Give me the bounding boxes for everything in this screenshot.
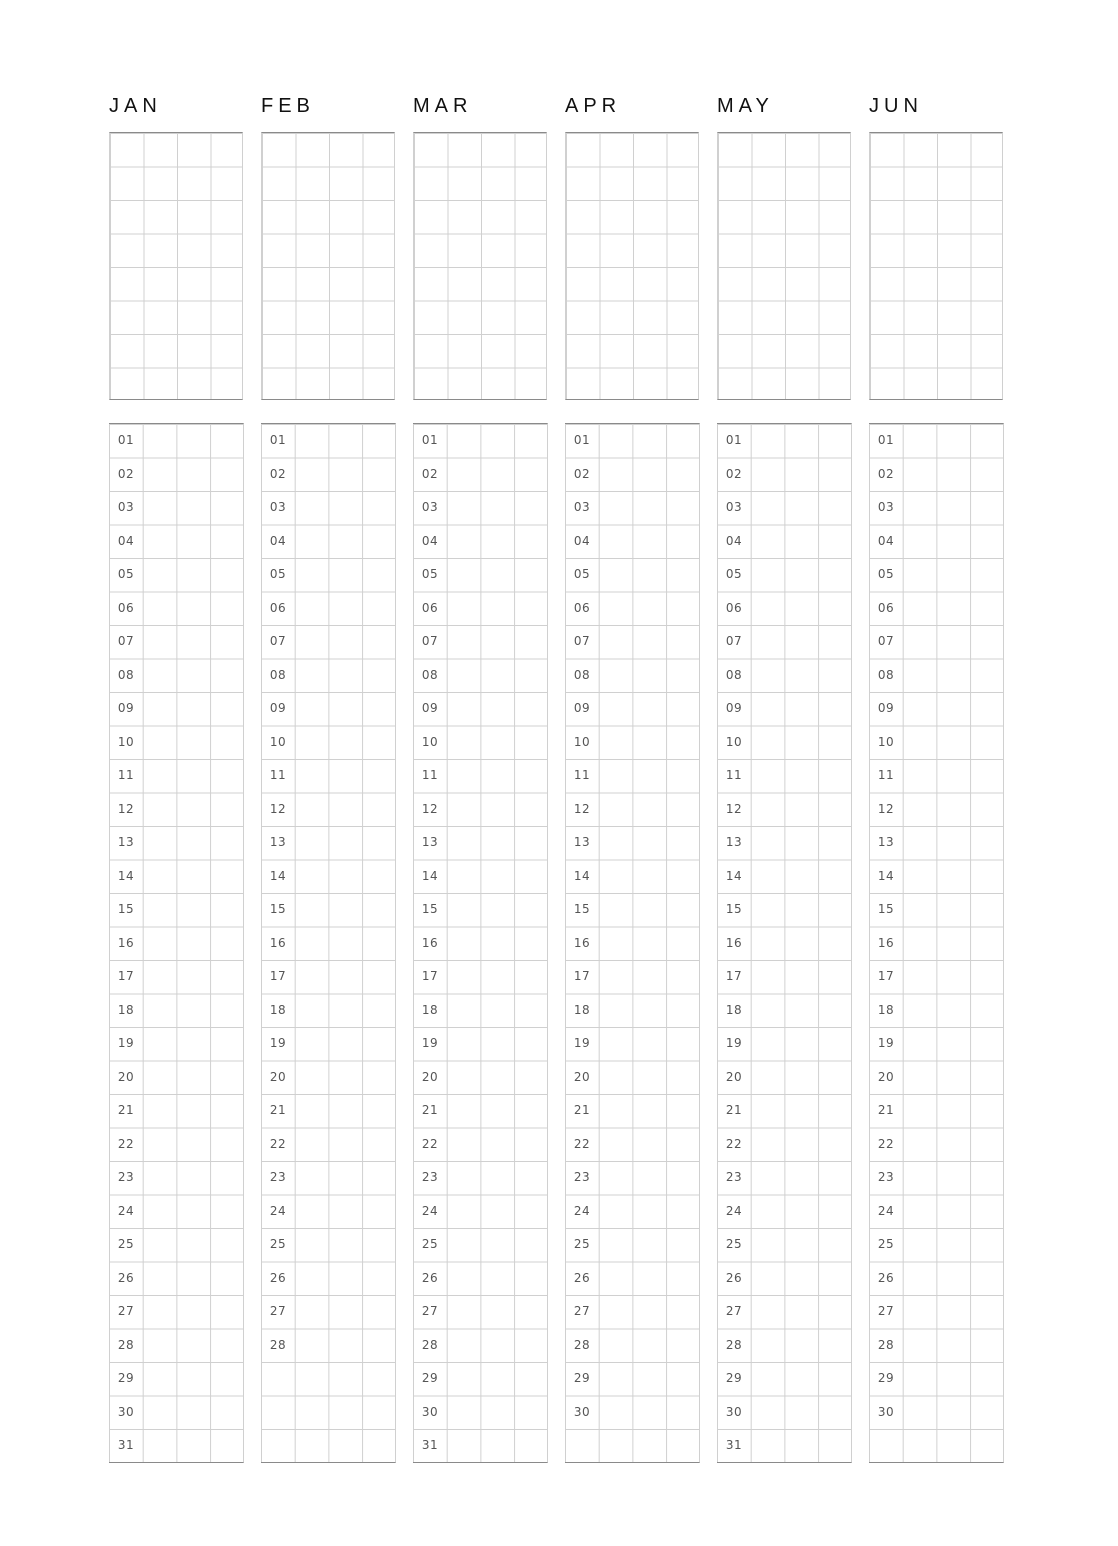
day-number: 16 [269, 935, 287, 950]
day-number: 21 [117, 1103, 135, 1117]
notes-grid[interactable] [261, 132, 395, 400]
day-number: 11 [117, 768, 135, 782]
day-number: 07 [573, 634, 591, 648]
day-number: 05 [725, 567, 743, 581]
month-column-apr [565, 90, 700, 1464]
day-number: 02 [421, 466, 439, 481]
day-number: 22 [269, 1136, 287, 1151]
day-number: 06 [117, 600, 135, 615]
day-number: 13 [877, 835, 895, 849]
day-number: 09 [269, 701, 287, 715]
day-number: 24 [725, 1203, 743, 1218]
day-number: 20 [269, 1069, 287, 1084]
day-number: 10 [117, 734, 135, 749]
month-column-may [717, 90, 852, 1464]
day-number: 10 [269, 734, 287, 749]
day-number: 20 [421, 1069, 439, 1084]
day-number: 21 [573, 1103, 591, 1117]
day-number: 01 [877, 433, 895, 447]
day-number: 20 [573, 1069, 591, 1084]
day-number: 21 [877, 1103, 895, 1117]
day-number: 06 [421, 600, 439, 615]
day-number: 16 [117, 935, 135, 950]
days-grid[interactable] [565, 423, 700, 1463]
day-number: 14 [877, 868, 895, 883]
month-column-feb [261, 90, 396, 1464]
day-number: 04 [421, 533, 439, 548]
day-number: 09 [725, 701, 743, 715]
day-number: 12 [269, 801, 287, 816]
day-number: 23 [117, 1170, 135, 1184]
day-number: 04 [269, 533, 287, 548]
day-number: 06 [269, 600, 287, 615]
day-number: 26 [421, 1270, 439, 1285]
day-number: 29 [877, 1371, 895, 1385]
month-column-jan [109, 90, 244, 1464]
day-number: 03 [269, 500, 287, 514]
day-number: 15 [877, 902, 895, 916]
day-number: 31 [725, 1438, 743, 1452]
day-number: 24 [269, 1203, 287, 1218]
day-number: 30 [117, 1404, 135, 1419]
day-number: 02 [877, 466, 895, 481]
day-number: 27 [421, 1304, 439, 1318]
day-number: 02 [117, 466, 135, 481]
day-number: 19 [117, 1036, 135, 1050]
day-number: 17 [877, 969, 895, 983]
day-number: 09 [421, 701, 439, 715]
day-number: 10 [421, 734, 439, 749]
day-number: 31 [117, 1438, 135, 1452]
day-number: 08 [269, 667, 287, 682]
day-number: 15 [573, 902, 591, 916]
day-number: 21 [725, 1103, 743, 1117]
day-number: 09 [877, 701, 895, 715]
day-number: 03 [725, 500, 743, 514]
day-number: 25 [269, 1237, 287, 1251]
day-number: 25 [725, 1237, 743, 1251]
day-number: 24 [421, 1203, 439, 1218]
day-number: 20 [117, 1069, 135, 1084]
day-number: 04 [877, 533, 895, 548]
day-number: 07 [421, 634, 439, 648]
day-number: 18 [877, 1002, 895, 1017]
day-number: 15 [421, 902, 439, 916]
day-number: 25 [877, 1237, 895, 1251]
day-number: 24 [117, 1203, 135, 1218]
day-number: 15 [117, 902, 135, 916]
day-number: 03 [877, 500, 895, 514]
notes-grid[interactable] [109, 132, 243, 400]
day-number: 14 [117, 868, 135, 883]
day-number: 19 [725, 1036, 743, 1050]
day-number: 02 [269, 466, 287, 481]
day-number: 05 [573, 567, 591, 581]
day-number: 10 [725, 734, 743, 749]
day-number: 05 [421, 567, 439, 581]
day-number: 02 [573, 466, 591, 481]
day-number: 12 [421, 801, 439, 816]
day-number: 25 [117, 1237, 135, 1251]
day-number: 19 [573, 1036, 591, 1050]
day-number: 07 [269, 634, 287, 648]
notes-grid[interactable] [717, 132, 851, 400]
day-number: 04 [725, 533, 743, 548]
day-number: 11 [877, 768, 895, 782]
day-number: 23 [269, 1170, 287, 1184]
day-number: 08 [877, 667, 895, 682]
day-number: 17 [573, 969, 591, 983]
day-number: 22 [877, 1136, 895, 1151]
day-number: 09 [573, 701, 591, 715]
day-number: 18 [573, 1002, 591, 1017]
day-number: 04 [117, 533, 135, 548]
day-number: 02 [725, 466, 743, 481]
notes-grid[interactable] [869, 132, 1003, 400]
day-number: 20 [725, 1069, 743, 1084]
day-number: 14 [725, 868, 743, 883]
day-number: 06 [573, 600, 591, 615]
day-number: 23 [877, 1170, 895, 1184]
day-number: 31 [421, 1438, 439, 1452]
day-number: 30 [573, 1404, 591, 1419]
day-number: 14 [573, 868, 591, 883]
day-number: 18 [117, 1002, 135, 1017]
day-number: 26 [725, 1270, 743, 1285]
day-number: 05 [117, 567, 135, 581]
day-number: 30 [725, 1404, 743, 1419]
day-number: 01 [725, 433, 743, 447]
day-number: 06 [877, 600, 895, 615]
days-grid[interactable] [869, 423, 1004, 1463]
days-grid[interactable] [717, 423, 852, 1463]
day-number: 12 [725, 801, 743, 816]
day-number: 13 [117, 835, 135, 849]
day-number: 03 [573, 500, 591, 514]
notes-grid[interactable] [413, 132, 547, 400]
day-number: 28 [269, 1337, 287, 1352]
month-title: MAR [413, 95, 473, 117]
days-grid[interactable] [109, 423, 244, 1463]
month-column-mar [413, 90, 548, 1464]
day-number: 08 [725, 667, 743, 682]
day-number: 01 [269, 433, 287, 447]
day-number: 21 [269, 1103, 287, 1117]
day-number: 10 [877, 734, 895, 749]
month-title: JUN [869, 95, 923, 117]
day-number: 27 [877, 1304, 895, 1318]
day-number: 27 [725, 1304, 743, 1318]
day-number: 19 [877, 1036, 895, 1050]
day-number: 18 [269, 1002, 287, 1017]
day-number: 13 [725, 835, 743, 849]
day-number: 22 [421, 1136, 439, 1151]
day-number: 13 [421, 835, 439, 849]
day-number: 30 [421, 1404, 439, 1419]
days-grid[interactable] [413, 423, 548, 1463]
notes-grid[interactable] [565, 132, 699, 400]
day-number: 27 [117, 1304, 135, 1318]
day-number: 17 [269, 969, 287, 983]
day-number: 25 [573, 1237, 591, 1251]
day-number: 07 [725, 634, 743, 648]
day-number: 22 [725, 1136, 743, 1151]
day-number: 23 [421, 1170, 439, 1184]
day-number: 08 [117, 667, 135, 682]
day-number: 16 [573, 935, 591, 950]
day-number: 12 [573, 801, 591, 816]
day-number: 16 [725, 935, 743, 950]
day-number: 16 [421, 935, 439, 950]
day-number: 12 [117, 801, 135, 816]
month-title: MAY [717, 95, 774, 117]
day-number: 21 [421, 1103, 439, 1117]
day-number: 12 [877, 801, 895, 816]
day-number: 19 [421, 1036, 439, 1050]
day-number: 15 [725, 902, 743, 916]
day-number: 29 [421, 1371, 439, 1385]
day-number: 29 [573, 1371, 591, 1385]
month-title: FEB [261, 95, 315, 117]
day-number: 22 [573, 1136, 591, 1151]
day-number: 28 [725, 1337, 743, 1352]
day-number: 23 [725, 1170, 743, 1184]
day-number: 05 [269, 567, 287, 581]
day-number: 17 [725, 969, 743, 983]
day-number: 17 [117, 969, 135, 983]
day-number: 26 [877, 1270, 895, 1285]
day-number: 27 [573, 1304, 591, 1318]
day-number: 11 [725, 768, 743, 782]
day-number: 11 [573, 768, 591, 782]
day-number: 03 [421, 500, 439, 514]
month-title: APR [565, 95, 622, 117]
day-number: 19 [269, 1036, 287, 1050]
day-number: 22 [117, 1136, 135, 1151]
day-number: 29 [725, 1371, 743, 1385]
days-grid[interactable] [261, 423, 396, 1463]
day-number: 13 [269, 835, 287, 849]
day-number: 10 [573, 734, 591, 749]
day-number: 18 [725, 1002, 743, 1017]
day-number: 29 [117, 1371, 135, 1385]
day-number: 16 [877, 935, 895, 950]
day-number: 20 [877, 1069, 895, 1084]
day-number: 08 [573, 667, 591, 682]
day-number: 07 [117, 634, 135, 648]
month-column-jun [869, 90, 1004, 1464]
day-number: 26 [573, 1270, 591, 1285]
day-number: 24 [573, 1203, 591, 1218]
day-number: 14 [421, 868, 439, 883]
half-year-planner [109, 90, 1005, 1464]
day-number: 26 [269, 1270, 287, 1285]
day-number: 01 [421, 433, 439, 447]
day-number: 07 [877, 634, 895, 648]
day-number: 04 [573, 533, 591, 548]
day-number: 11 [269, 768, 287, 782]
day-number: 28 [877, 1337, 895, 1352]
day-number: 01 [117, 433, 135, 447]
day-number: 30 [877, 1404, 895, 1419]
day-number: 08 [421, 667, 439, 682]
day-number: 13 [573, 835, 591, 849]
day-number: 15 [269, 902, 287, 916]
month-title: JAN [109, 95, 162, 117]
day-number: 05 [877, 567, 895, 581]
day-number: 28 [117, 1337, 135, 1352]
day-number: 28 [573, 1337, 591, 1352]
day-number: 11 [421, 768, 439, 782]
day-number: 18 [421, 1002, 439, 1017]
day-number: 26 [117, 1270, 135, 1285]
day-number: 23 [573, 1170, 591, 1184]
day-number: 14 [269, 868, 287, 883]
day-number: 06 [725, 600, 743, 615]
day-number: 27 [269, 1304, 287, 1318]
day-number: 03 [117, 500, 135, 514]
day-number: 24 [877, 1203, 895, 1218]
day-number: 01 [573, 433, 591, 447]
day-number: 25 [421, 1237, 439, 1251]
day-number: 09 [117, 701, 135, 715]
day-number: 17 [421, 969, 439, 983]
day-number: 28 [421, 1337, 439, 1352]
